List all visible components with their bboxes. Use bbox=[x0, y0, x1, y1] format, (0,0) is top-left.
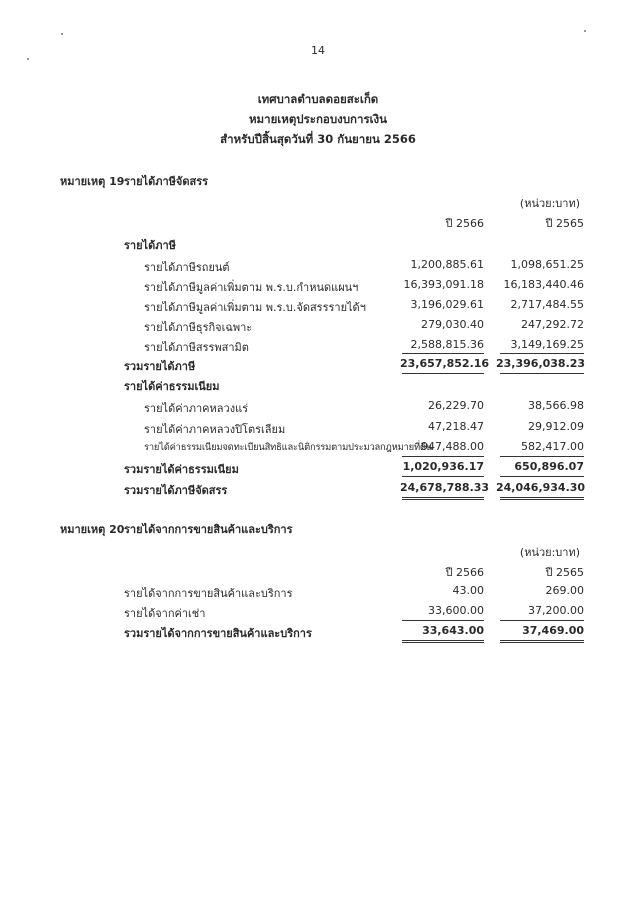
total-double-rule bbox=[402, 640, 484, 643]
sales-item-2565: 269.00 bbox=[545, 584, 584, 597]
fee-total-label: รวมรายได้ค่าธรรมเนียม bbox=[124, 463, 239, 476]
tax-item-2565: 247,292.72 bbox=[521, 318, 584, 331]
fee-item-2565: 582,417.00 bbox=[521, 440, 584, 453]
tax-item-label: รายได้ภาษีมูลค่าเพิ่มตาม พ.ร.บ.กำหนดแผนฯ bbox=[144, 281, 359, 294]
doc-title: หมายเหตุประกอบงบการเงิน bbox=[248, 112, 388, 126]
org-name: เทศบาลตำบลดอยสะเก็ด bbox=[257, 92, 379, 106]
tax-item-2566: 3,196,029.61 bbox=[410, 298, 484, 311]
grand-total-label: รวมรายได้ภาษีจัดสรร bbox=[124, 484, 228, 497]
fee-total-2566: 1,020,936.17 bbox=[402, 460, 484, 473]
fee-item-2565: 29,912.09 bbox=[528, 420, 584, 433]
tax-item-2565: 2,717,484.55 bbox=[510, 298, 584, 311]
tax-item-label: รายได้ภาษีสรรพสามิต bbox=[144, 341, 249, 354]
note20-year2: ปี 2565 bbox=[545, 566, 584, 579]
subtotal-rule bbox=[500, 373, 584, 374]
fee-item-2566: 47,218.47 bbox=[428, 420, 484, 433]
note20-title: รายได้จากการขายสินค้าและบริการ bbox=[124, 523, 293, 536]
tax-total-2566: 23,657,852.16 bbox=[400, 357, 490, 370]
subtotal-rule bbox=[402, 373, 484, 374]
note19-year2: ปี 2565 bbox=[545, 217, 584, 230]
subtotal-rule bbox=[402, 456, 484, 457]
sales-total-2565: 37,469.00 bbox=[522, 624, 584, 637]
note19-title: รายได้ภาษีจัดสรร bbox=[124, 175, 209, 188]
tax-total-label: รวมรายได้ภาษี bbox=[124, 360, 196, 373]
tax-total-2565: 23,396,038.23 bbox=[496, 357, 586, 370]
fee-item-label: รายได้ค่าธรรมเนียมจดทะเบียนสิทธิและนิติกรรมตามประมวลกฎหมายที่ดิน bbox=[144, 442, 433, 453]
fee-total-2565: 650,896.07 bbox=[514, 460, 584, 473]
tax-item-2566: 2,588,815.36 bbox=[410, 338, 484, 351]
subtotal-rule bbox=[402, 353, 484, 354]
doc-period: สำหรับปีสิ้นสุดวันที่ 30 กันยายน 2566 bbox=[220, 132, 416, 146]
tax-item-2566: 16,393,091.18 bbox=[403, 278, 484, 291]
subtotal-rule bbox=[402, 476, 484, 477]
subtotal-rule bbox=[500, 476, 584, 477]
fee-item-2566: 947,488.00 bbox=[421, 440, 484, 453]
fee-heading: รายได้ค่าธรรมเนียม bbox=[124, 380, 220, 393]
total-double-rule bbox=[402, 497, 484, 500]
subtotal-rule bbox=[500, 353, 584, 354]
scan-speck bbox=[27, 58, 29, 60]
tax-item-2565: 3,149,169.25 bbox=[510, 338, 584, 351]
note19-label: หมายเหตุ 19 bbox=[60, 175, 125, 188]
fee-item-label: รายได้ค่าภาคหลวงแร่ bbox=[144, 402, 249, 415]
tax-item-2565: 16,183,440.46 bbox=[503, 278, 584, 291]
subtotal-rule bbox=[402, 620, 484, 621]
note19-year1: ปี 2566 bbox=[445, 217, 484, 230]
note19-unit: (หน่วย:บาท) bbox=[519, 197, 580, 210]
sales-item-2566: 33,600.00 bbox=[428, 604, 484, 617]
sales-item-2566: 43.00 bbox=[452, 584, 484, 597]
tax-item-label: รายได้ภาษีรถยนต์ bbox=[144, 261, 230, 274]
subtotal-rule bbox=[500, 456, 584, 457]
scan-speck bbox=[584, 30, 586, 32]
subtotal-rule bbox=[500, 620, 584, 621]
page-number: 14 bbox=[311, 44, 325, 57]
note20-label: หมายเหตุ 20 bbox=[60, 523, 125, 536]
tax-heading: รายได้ภาษี bbox=[124, 239, 176, 252]
scan-speck bbox=[61, 33, 63, 35]
sales-total-2566: 33,643.00 bbox=[422, 624, 484, 637]
note20-unit: (หน่วย:บาท) bbox=[519, 546, 580, 559]
total-double-rule bbox=[500, 497, 584, 500]
tax-item-2565: 1,098,651.25 bbox=[510, 258, 584, 271]
note20-year1: ปี 2566 bbox=[445, 566, 484, 579]
fee-item-2565: 38,566.98 bbox=[528, 399, 584, 412]
fee-item-label: รายได้ค่าภาคหลวงปิโตรเลียม bbox=[144, 423, 286, 436]
tax-item-label: รายได้ภาษีมูลค่าเพิ่มตาม พ.ร.บ.จัดสรรรายได้ฯ bbox=[144, 301, 366, 314]
tax-item-2566: 279,030.40 bbox=[421, 318, 484, 331]
sales-item-2565: 37,200.00 bbox=[528, 604, 584, 617]
sales-total-label: รวมรายได้จากการขายสินค้าและบริการ bbox=[124, 627, 312, 640]
fee-item-2566: 26,229.70 bbox=[428, 399, 484, 412]
total-double-rule bbox=[500, 640, 584, 643]
sales-item-label: รายได้จากการขายสินค้าและบริการ bbox=[124, 587, 293, 600]
tax-item-2566: 1,200,885.61 bbox=[410, 258, 484, 271]
grand-total-2566: 24,678,788.33 bbox=[400, 481, 490, 494]
tax-item-label: รายได้ภาษีธุรกิจเฉพาะ bbox=[144, 321, 253, 334]
grand-total-2565: 24,046,934.30 bbox=[496, 481, 586, 494]
sales-item-label: รายได้จากค่าเช่า bbox=[124, 607, 206, 620]
